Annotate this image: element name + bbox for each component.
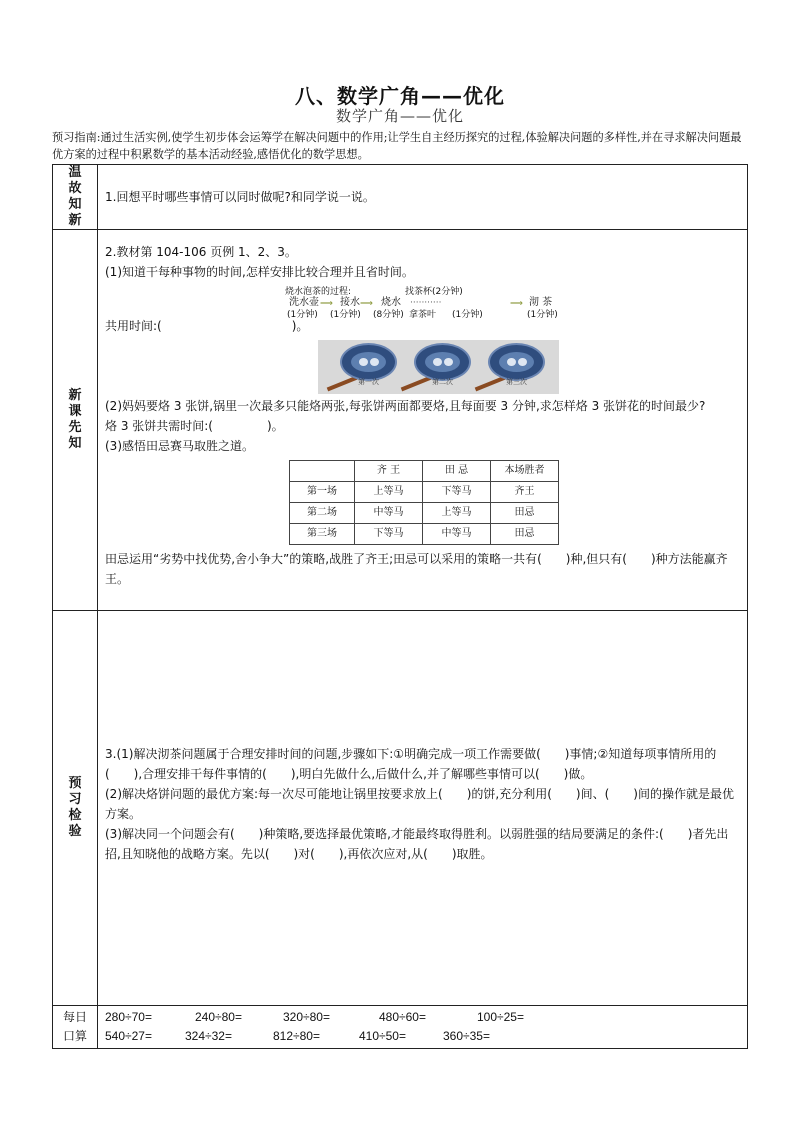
preview-guide: 预习指南:通过生活实例,使学生初步体会运筹学在解决问题中的作用;让学生自主经历探究的过程,体验解决问题的多样性,并在寻求解决问题最优方案的过程中积累数学的基本活动经验,感悟优化的数学思想。	[52, 131, 742, 161]
table-row: 第一场 上等马 下等马 齐王	[290, 482, 559, 503]
math-problem: 540÷27=	[105, 1029, 152, 1043]
page-subtitle: 数学广角——优化	[335, 107, 464, 125]
question-2-part-2: (2)妈妈要烙 3 张饼,锅里一次最多只能烙两张,每张饼两面都要烙,且每面要 3 分钟,求怎样烙 3 张饼花的时间最少?	[105, 399, 706, 413]
question-3-part-2: (2)解决烙饼问题的最优方案:每一次尽可能地让锅里按要求放上( )的饼,充分利用( )间、( )间的操作就是最优方案。	[105, 787, 734, 821]
check-row	[53, 611, 748, 1006]
math-problem: 280÷70=	[105, 1010, 152, 1024]
math-problem: 480÷60=	[379, 1010, 426, 1024]
math-problem: 324÷32=	[185, 1029, 232, 1043]
race-strategy-question: 田忌运用“劣势中找优势,舍小争大”的策略,战胜了齐王;田忌可以采用的策略一共有( )种,但只有( )种方法能赢齐王。	[105, 552, 728, 586]
math-problem: 410÷50=	[359, 1029, 406, 1043]
arrow-icon: ⟹	[320, 299, 333, 309]
check-label: 预 习 检 验	[53, 611, 98, 1006]
total-time-line: 共用时间:( )。	[105, 319, 309, 333]
math-problem: 240÷80=	[195, 1010, 242, 1024]
mental-math-row	[105, 1008, 741, 1027]
arrow-icon: ⟹	[360, 299, 373, 309]
mental-math-row	[105, 1027, 741, 1046]
pancake-pans-image: 第一次 第二次 第三次	[318, 340, 559, 394]
question-2-part-3: (3)感悟田忌赛马取胜之道。	[105, 439, 254, 453]
question-2: 2.教材第 104-106 页例 1、2、3。	[105, 245, 297, 259]
table-header-row: 齐 王 田 忌 本场胜者	[290, 461, 559, 482]
review-label: 温 故 知 新	[53, 165, 98, 230]
page-title: 八、数学广角——优化	[295, 84, 505, 108]
question-2-part-1: (1)知道干每种事物的时间,怎样安排比较合理并且省时间。	[105, 265, 414, 279]
math-problem: 320÷80=	[283, 1010, 330, 1024]
table-row: 第二场 中等马 上等马 田忌	[290, 503, 559, 524]
table-row: 第三场 下等马 中等马 田忌	[290, 524, 559, 545]
daily-row	[53, 1006, 748, 1049]
arrow-icon: ⟹	[510, 299, 523, 309]
question-1: 1.回想平时哪些事情可以同时做呢?和同学说一说。	[105, 190, 375, 204]
new-lesson-row	[53, 230, 748, 611]
mental-math	[98, 1006, 747, 1046]
question-3-part-1: 3.(1)解决沏茶问题属于合理安排时间的问题,步骤如下:①明确完成一项工作需要做( )事情;②知道每项事情所用的( ),合理安排干每件事情的( ),明白先做什么,后做什么,并了解哪些事情可以( )做。	[105, 747, 717, 781]
tea-process-diagram: 烧水泡茶的过程: 找茶杯(2分钟) 洗水壶 ⟹ 接水 ⟹ 烧水 ··········· ⟹ 沏 茶 (1分钟) (1分钟) (8分钟) 拿茶叶 (1分钟) (1分钟)	[285, 287, 558, 320]
math-problem: 812÷80=	[273, 1029, 320, 1043]
cake-time-line: 烙 3 张饼共需时间:( )。	[105, 419, 284, 433]
math-problem: 100÷25=	[477, 1010, 524, 1024]
question-3-part-3: (3)解决同一个问题会有( )种策略,要选择最优策略,才能最终取得胜利。以弱胜强的结局要满足的条件:( )者先出招,且知晓他的战略方案。先以( )对( ),再依次应对,从( )取胜。	[105, 827, 729, 861]
review-row	[53, 165, 748, 230]
horse-race-table	[289, 460, 559, 545]
new-lesson-label: 新 课 先 知	[53, 230, 98, 611]
math-problem: 360÷35=	[443, 1029, 490, 1043]
daily-label: 每日 口算	[53, 1006, 98, 1049]
worksheet-table	[52, 164, 748, 1049]
